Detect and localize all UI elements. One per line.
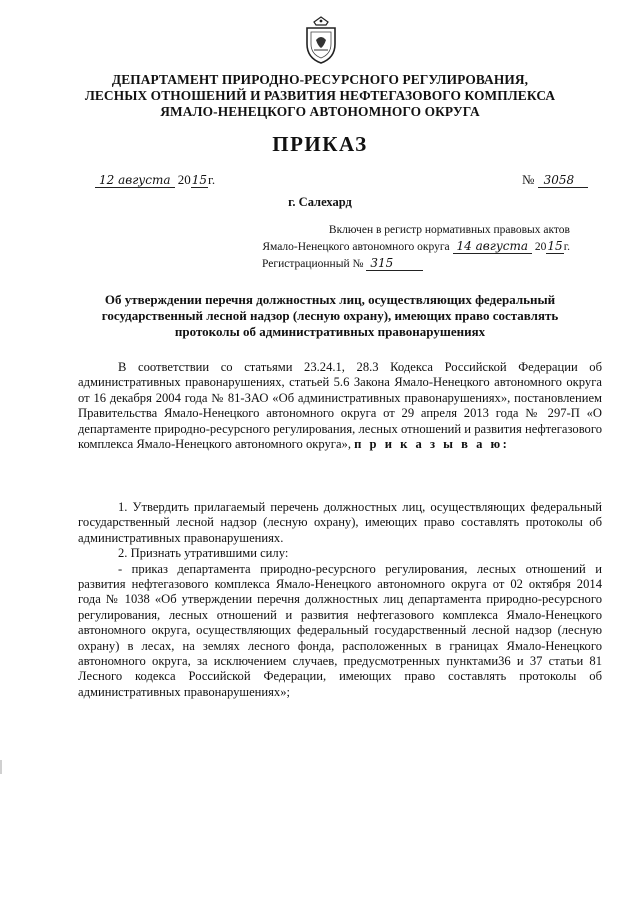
department-line-2: ЛЕСНЫХ ОТНОШЕНИЙ И РАЗВИТИЯ НЕФТЕГАЗОВОГО КОМПЛЕКСА bbox=[84, 88, 556, 103]
registration-year-prefix: 20 bbox=[534, 241, 547, 253]
item-1: 1. Утвердить прилагаемый перечень должностных лиц, осуществляющих федеральный государственный лесной надзор (лесную охрану), имеющих право составлять протоколы об административных правонарушениях. bbox=[78, 500, 602, 545]
registration-number-handwritten: 315 bbox=[366, 256, 423, 271]
order-word: п р и к а з ы в а ю: bbox=[354, 437, 510, 452]
document-type-title: ПРИКАЗ bbox=[272, 132, 368, 156]
registration-year-suffix: г. bbox=[563, 241, 570, 253]
order-subject: Об утверждении перечня должностных лиц, осуществляющих федеральный государственный лесной надзор (лесную охрану), имеющих право составлять протоколы об административных правонарушениях bbox=[101, 292, 559, 339]
department-line-3: ЯМАЛО-НЕНЕЦКОГО АВТОНОМНОГО ОКРУГА bbox=[160, 104, 480, 119]
registration-line-1: Включен в регистр нормативных правовых актов bbox=[328, 224, 570, 236]
order-year-prefix: 20 bbox=[177, 172, 191, 187]
order-items bbox=[78, 500, 602, 700]
page-edge-mark bbox=[0, 760, 2, 774]
coat-of-arms-icon bbox=[302, 16, 340, 64]
order-number-handwritten: 3058 bbox=[538, 173, 589, 188]
item-2: 2. Признать утратившими силу: bbox=[118, 546, 289, 561]
order-number-label: № bbox=[522, 172, 535, 187]
registration-line-3 bbox=[150, 255, 570, 272]
order-date bbox=[95, 172, 215, 188]
order-number bbox=[522, 172, 588, 188]
preamble-text: В соответствии со статьями 23.24.1, 28.3 Кодекса Российской Федерации об административных правонарушениях, статьей 5.6 Закона Ямало-Ненецкого автономного округа от 16 декабря 2004 года № 81-ЗАО «Об административных правонарушениях», постановлением Правительства Ямало-Ненецкого автономного округа от 29 апреля 2013 года № 297-П «О департаменте природно-ресурсного регулирования, лесных отношений и развития нефтегазового комплекса Ямало-Ненецкого автономного округа», bbox=[78, 360, 602, 452]
order-date-handwritten: 12 августа bbox=[95, 173, 175, 188]
registration-block bbox=[150, 222, 610, 272]
order-year-handwritten: 15 bbox=[191, 173, 208, 187]
registration-year-handwritten: 15 bbox=[547, 239, 563, 253]
department-line-1: ДЕПАРТАМЕНТ ПРИРОДНО-РЕСУРСНОГО РЕГУЛИРОВАНИЯ, bbox=[111, 72, 529, 87]
registration-date-handwritten: 14 августа bbox=[453, 239, 533, 254]
city: г. Салехард bbox=[288, 195, 352, 209]
item-2-subitem: - приказ департамента природно-ресурсного регулирования, лесных отношений и развития нефтегазового комплекса Ямало-Ненецкого автономного округа от 02 октября 2014 года № 1038 «Об утверждении перечня должностных лиц департамента природно-ресурсного регулирования, лесных отношений и развития нефтегазового комплекса Ямало-Ненецкого автономного округа, осуществляющих федеральный государственный лесной надзор (лесную охрану) в лесах, на землях лесного фонда, расположенных в границах Ямало-Ненецкого автономного округа, за исключением случаев, предусмотренных пунктами36 и 37 статьи 81 Лесного кодекса Российской Федерации, имеющих право составлять протоколы об административных правонарушениях»; bbox=[78, 561, 602, 699]
department-name bbox=[60, 72, 580, 120]
preamble bbox=[78, 360, 602, 452]
registration-region: Ямало-Ненецкого автономного округа bbox=[262, 241, 450, 253]
registration-line-2 bbox=[150, 238, 570, 255]
registration-number-label: Регистрационный № bbox=[262, 258, 364, 270]
order-year-suffix: г. bbox=[208, 172, 216, 187]
